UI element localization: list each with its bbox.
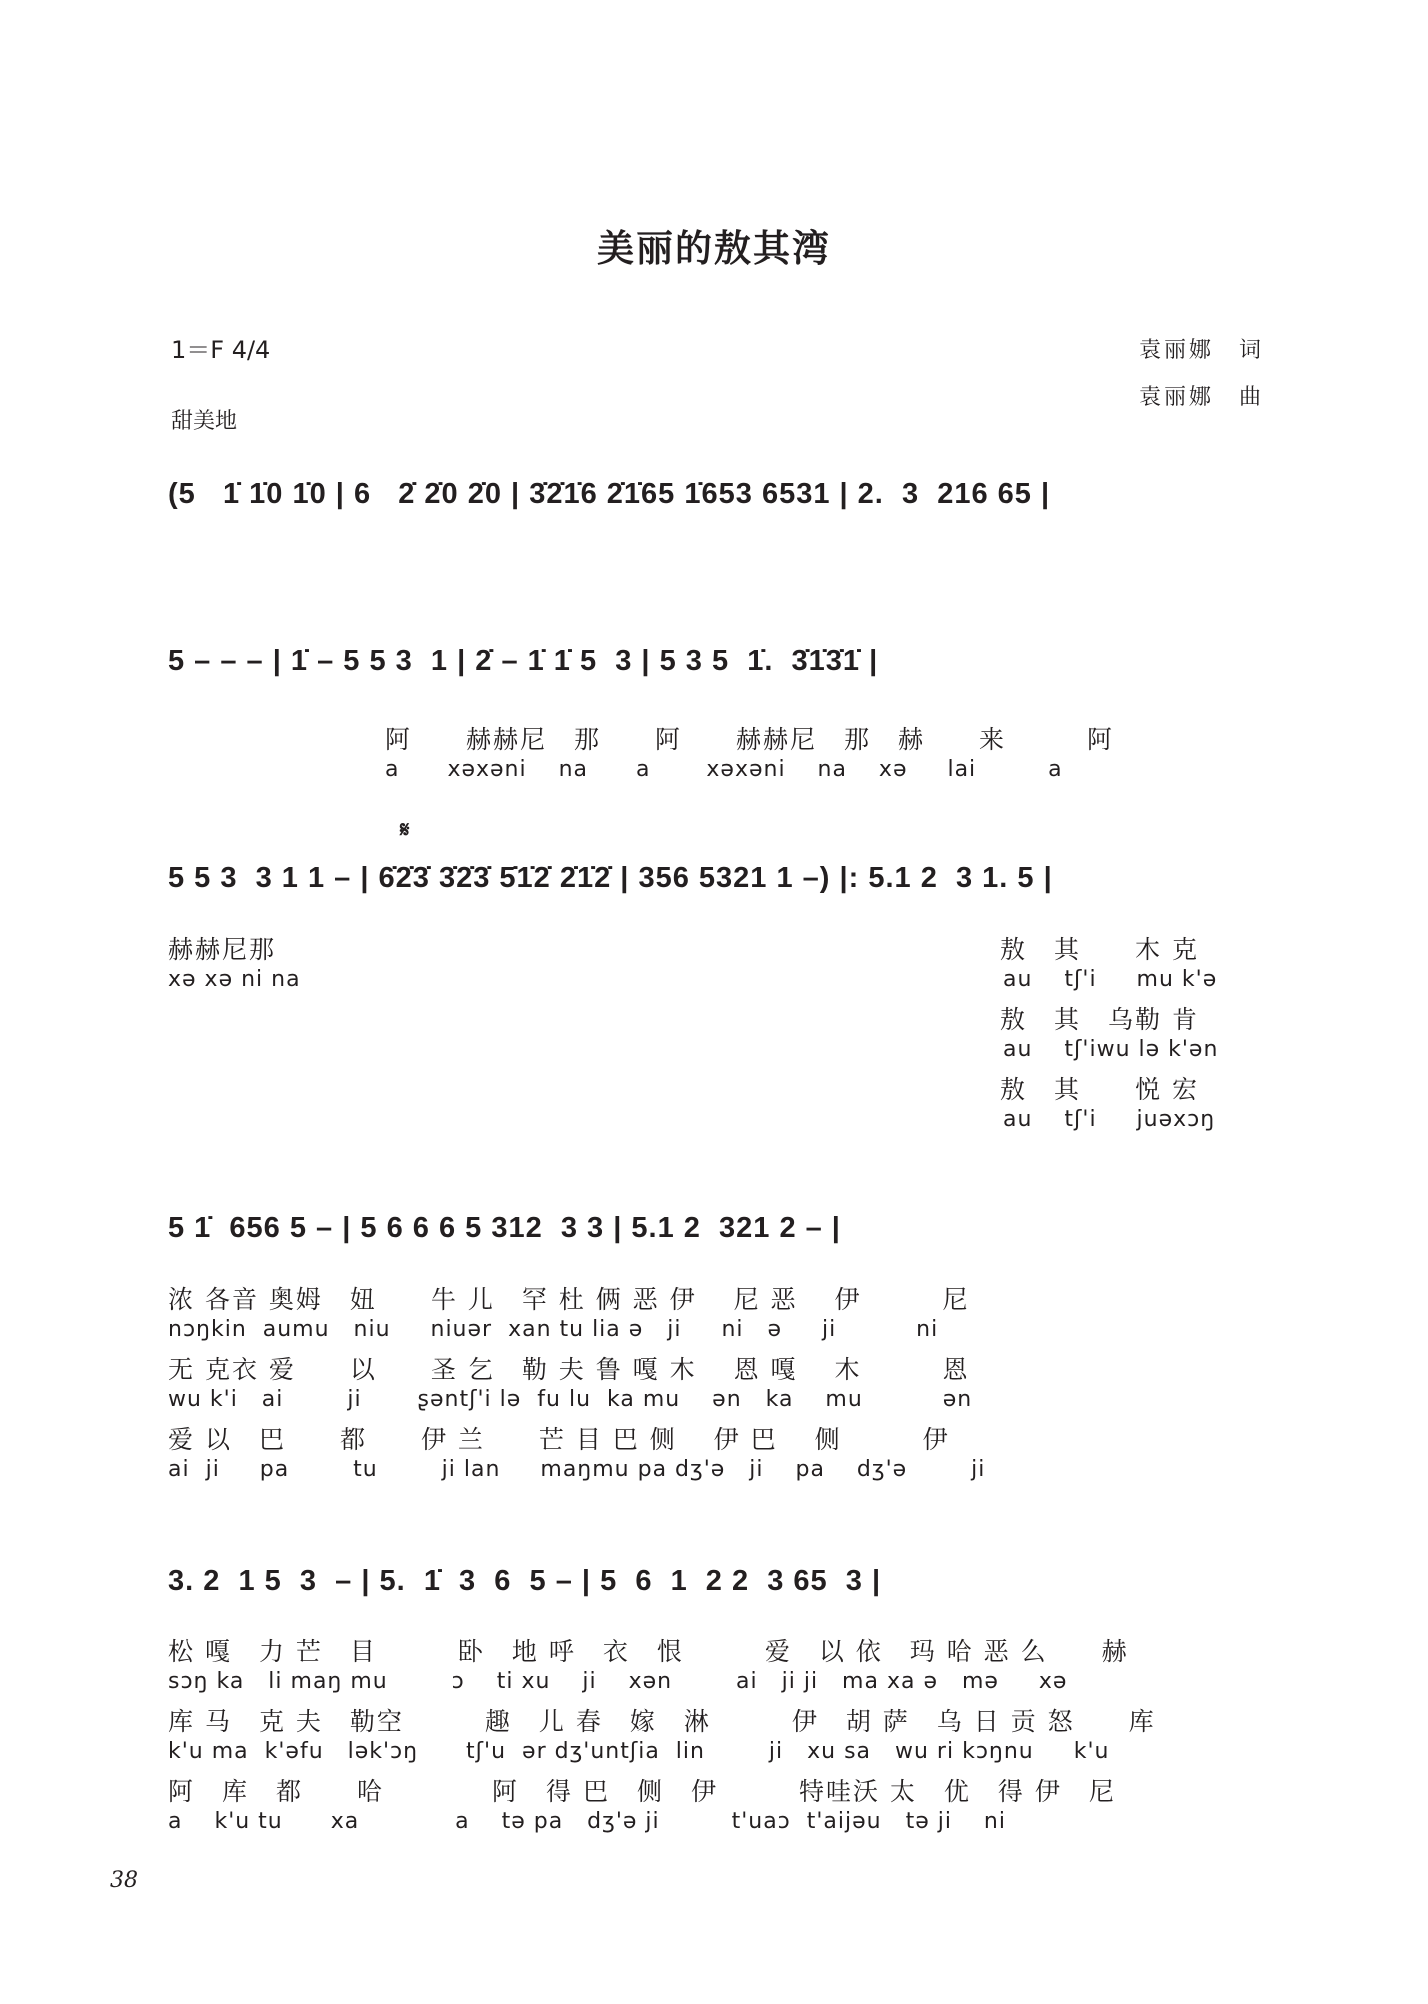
score-system-3 <box>168 862 1275 918</box>
key-signature: 1＝F 4/4 <box>171 336 271 364</box>
lyric-pinyin: au tʃ'iwu lə k'ən <box>1003 1037 1219 1062</box>
composer-credit: 袁丽娜 曲 <box>1138 385 1264 410</box>
lyric-pinyin: ai ji pa tu ji lan maŋmu pa dʒ'ə ji pa dʒ'ə ji <box>168 1457 986 1482</box>
notation-line: (5 1̇ 1̇0 1̇0 | 6 2̇ 2̇0 2̇0 | 3̇2̇1̇6 2̇1̇65 1̇653 6531 | 2. 3 216 65 | <box>168 478 1051 510</box>
lyric-pinyin: k'u ma k'əfu lək'ɔŋ tʃ'u ər dʒ'untʃia lin ji xu sa wu ri kɔŋnu k'u <box>168 1739 1110 1764</box>
lyric-chinese: 浓 各音 奥姆 妞 牛 儿 罕 杜 俩 恶 伊 尼 恶 伊 尼 <box>168 1285 970 1314</box>
lyric-pinyin: nɔŋkin aumu niu niuər xan tu lia ə ji ni ə ji ni <box>168 1317 939 1342</box>
score-system-1 <box>168 478 1275 534</box>
segno-sign: 𝄋 <box>400 818 410 843</box>
page-number: 38 <box>110 1868 138 1893</box>
lyric-pinyin: sɔŋ ka li maŋ mu ɔ ti xu ji xən ai ji ji ma xa ə mə xə <box>168 1669 1068 1694</box>
song-title: 美丽的敖其湾 <box>597 227 831 270</box>
lyric-pinyin: au tʃ'i mu k'ə <box>1003 967 1218 992</box>
lyric-chinese: 赫赫尼那 <box>168 935 277 964</box>
lyric-chinese: 敖 其 乌勒 肯 <box>1000 1005 1199 1034</box>
notation-line: 5 – – – | 1̇ – 5 5 3 1 | 2̇ – 1̇ 1̇ 5 3 | 5 3 5 1̇. 3̇1̇3̇1̇ | <box>168 645 879 677</box>
score-system-4 <box>168 1212 1275 1268</box>
lyric-chinese: 阿 赫赫尼 那 阿 赫赫尼 那 赫 来 阿 <box>385 725 1115 754</box>
lyric-pinyin: a xəxəni na a xəxəni na xə lai a <box>385 757 1063 782</box>
notation-line: 3. 2 1 5 3 – | 5. 1̇ 3 6 5 – | 5 6 1 2 2 3 65 3 | <box>168 1565 882 1597</box>
lyric-chinese: 爱 以 巴 都 伊 兰 芒 目 巴 侧 伊 巴 侧 伊 <box>168 1425 950 1454</box>
lyric-chinese: 无 克衣 爱 以 圣 乞 勒 夫 鲁 嘎 木 恩 嘎 木 恩 <box>168 1355 970 1384</box>
notation-line: 5 5 3 3 1 1 – | 6̇2̇3̇ 3̇2̇3̇ 5̇1̇2̇ 2̇1̇2̇ | 356 5321 1 –) |: 5.1 2 3 1. 5 | <box>168 862 1053 894</box>
lyric-pinyin: wu k'i ai ji ʂəntʃ'i lə fu lu ka mu ən ka mu ən <box>168 1387 973 1412</box>
score-system-5 <box>168 1565 1275 1621</box>
tempo-marking: 甜美地 <box>171 409 238 434</box>
lyric-chinese: 敖 其 悦 宏 <box>1000 1075 1199 1104</box>
score-system-2 <box>168 645 1275 701</box>
notation-line: 5 1̇ 656 5 – | 5 6 6 6 5 312 3 3 | 5.1 2 321 2 – | <box>168 1212 841 1244</box>
lyric-chinese: 阿 库 都 哈 阿 得 巴 侧 伊 特哇沃 太 优 得 伊 尼 <box>168 1777 1116 1806</box>
lyric-chinese: 松 嘎 力 芒 目 卧 地 呼 衣 恨 爱 以 依 玛 哈 恶 么 赫 <box>168 1637 1129 1666</box>
lyric-pinyin: au tʃ'i juəxɔŋ <box>1003 1107 1216 1132</box>
lyricist-credit: 袁丽娜 词 <box>1138 338 1264 363</box>
lyric-chinese: 库 马 克 夫 勒空 趣 儿 春 嫁 淋 伊 胡 萨 乌 日 贡 怒 库 <box>168 1707 1156 1736</box>
lyric-chinese: 敖 其 木 克 <box>1000 935 1199 964</box>
lyric-pinyin: xə xə ni na <box>168 967 301 992</box>
lyric-pinyin: a k'u tu xa a tə pa dʒ'ə ji t'uaɔ t'aijəu tə ji ni <box>168 1809 1006 1834</box>
